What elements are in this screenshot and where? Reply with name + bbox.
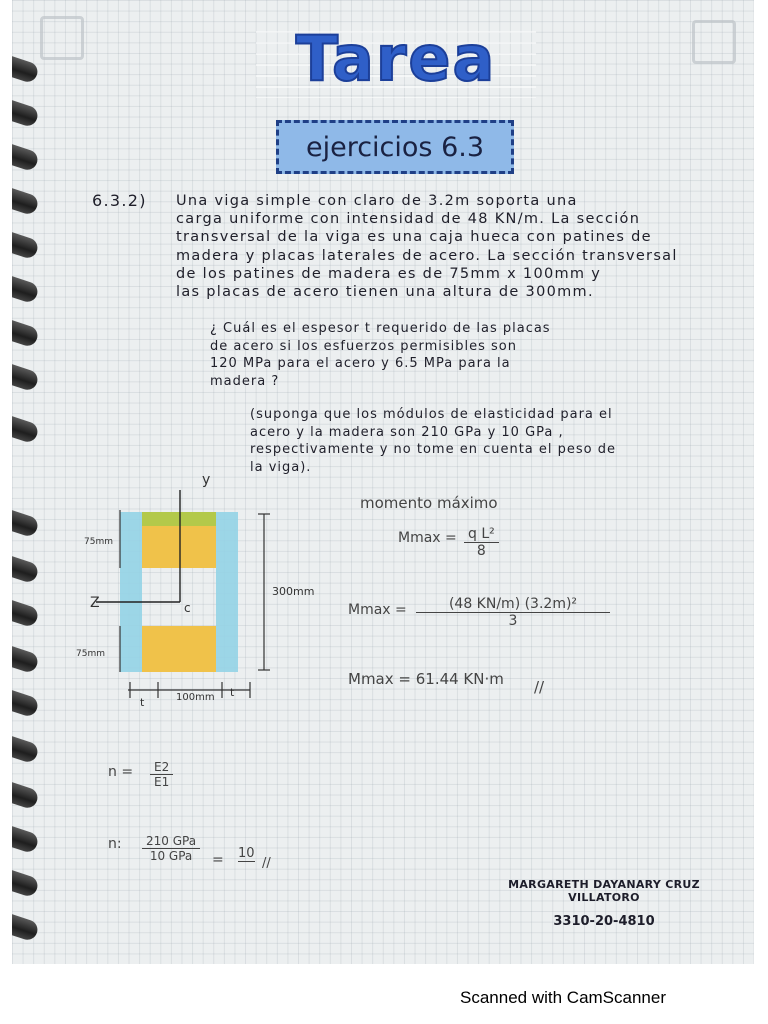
n1-fraction	[150, 760, 173, 789]
spiral-ring	[12, 822, 40, 855]
page-title: Tarea	[256, 22, 536, 98]
subtitle-text: ejercicios 6.3	[305, 131, 485, 163]
spiral-ring	[12, 506, 40, 539]
spiral-ring	[12, 686, 40, 719]
spiral-ring	[12, 910, 40, 943]
wood-flange-top-edge	[142, 512, 216, 528]
note-line: la viga).	[250, 459, 312, 475]
subtitle-label	[276, 120, 514, 174]
eq1-lhs: Mmax =	[398, 530, 457, 546]
eq2-fraction	[416, 596, 610, 629]
calc-heading: momento máximo	[360, 494, 498, 512]
statement-line: madera y placas laterales de acero. La sección transversal	[176, 247, 678, 264]
spiral-ring	[12, 866, 40, 899]
spiral-ring	[12, 412, 40, 445]
question-line: madera ?	[210, 373, 280, 389]
cross-section-diagram	[52, 468, 342, 718]
n2-result: 10	[238, 846, 255, 861]
spiral-ring	[12, 140, 40, 173]
eq1-denominator: 8	[476, 543, 486, 559]
spiral-ring	[12, 360, 40, 393]
scanner-watermark: Scanned with CamScanner	[460, 988, 667, 1007]
spiral-ring	[12, 732, 40, 765]
statement-line: de los patines de madera es de 75mm x 100mm y	[176, 265, 602, 282]
spiral-ring	[12, 52, 40, 85]
spiral-ring	[12, 642, 40, 675]
problem-question	[210, 320, 551, 390]
flange-top-dim: 75mm	[84, 537, 113, 547]
spiral-ring	[12, 552, 40, 585]
z-axis-label: Z	[90, 595, 100, 611]
eq3-mark: //	[534, 678, 545, 696]
note-line: respectivamente y no tome en cuenta el peso de	[250, 442, 617, 457]
n1-numerator: E2	[150, 760, 173, 775]
problem-statement	[176, 192, 678, 301]
n1-denominator: E1	[154, 775, 170, 789]
eq2-denominator: 3	[508, 613, 518, 629]
note-line: (suponga que los módulos de elasticidad para el	[250, 407, 613, 422]
problem-number: 6.3.2)	[92, 191, 147, 210]
spiral-ring	[12, 96, 40, 129]
n2-equals: =	[212, 852, 224, 868]
spiral-ring	[12, 316, 40, 349]
steel-plate-right	[216, 512, 238, 672]
eq3-result: Mmax = 61.44 KN·m	[348, 670, 504, 688]
n1-lhs: n =	[108, 764, 134, 780]
note-line: acero y la madera son 210 GPa y 10 GPa ,	[250, 424, 564, 440]
question-line: ¿ Cuál es el espesor t requerido de las placas	[210, 321, 551, 336]
height-dim: 300mm	[272, 585, 315, 598]
statement-line: las placas de acero tienen una altura de 300mm.	[176, 284, 594, 301]
statement-line: transversal de la viga es una caja hueca con patines de	[176, 229, 652, 246]
question-line: de acero si los esfuerzos permisibles son	[210, 338, 517, 354]
width-dim: 100mm	[176, 692, 215, 703]
wood-flange-bottom	[142, 626, 216, 672]
steel-plate-left	[120, 512, 142, 672]
thickness-right-label: t	[230, 686, 235, 699]
statement-line: Una viga simple con claro de 3.2m soporta una	[176, 193, 578, 209]
eq1-fraction	[464, 526, 499, 559]
n2-lhs: n:	[108, 836, 122, 852]
spiral-ring	[12, 778, 40, 811]
problem-note	[250, 406, 616, 476]
eq2-lhs: Mmax =	[348, 602, 407, 618]
eq2-numerator: (48 KN/m) (3.2m)²	[416, 596, 610, 613]
centroid-label: c	[184, 601, 191, 615]
y-axis-label: y	[202, 472, 211, 488]
spiral-ring	[12, 272, 40, 305]
author-id: 3310-20-4810	[553, 914, 655, 929]
spiral-ring	[12, 228, 40, 261]
corner-marker-icon	[40, 16, 84, 60]
spiral-ring	[12, 596, 40, 629]
corner-marker-icon	[692, 20, 736, 64]
spiral-ring	[12, 184, 40, 217]
n2-mark: //	[262, 856, 271, 871]
wood-flange-top	[142, 526, 216, 568]
eq1-numerator: q L²	[464, 526, 499, 543]
n2-denominator: 10 GPa	[149, 849, 193, 863]
flange-bottom-dim: 75mm	[76, 649, 105, 659]
statement-line: carga uniforme con intensidad de 48 KN/m. La sección	[176, 211, 641, 228]
question-line: 120 MPa para el acero y 6.5 MPa para la	[210, 356, 511, 371]
thickness-left-label: t	[140, 696, 145, 709]
notebook-page	[12, 0, 754, 964]
n2-fraction	[142, 834, 200, 863]
author-name: MARGARETH DAYANARY CRUZ VILLATORO	[508, 878, 700, 904]
n2-numerator: 210 GPa	[142, 834, 200, 849]
author-signature	[492, 878, 716, 929]
